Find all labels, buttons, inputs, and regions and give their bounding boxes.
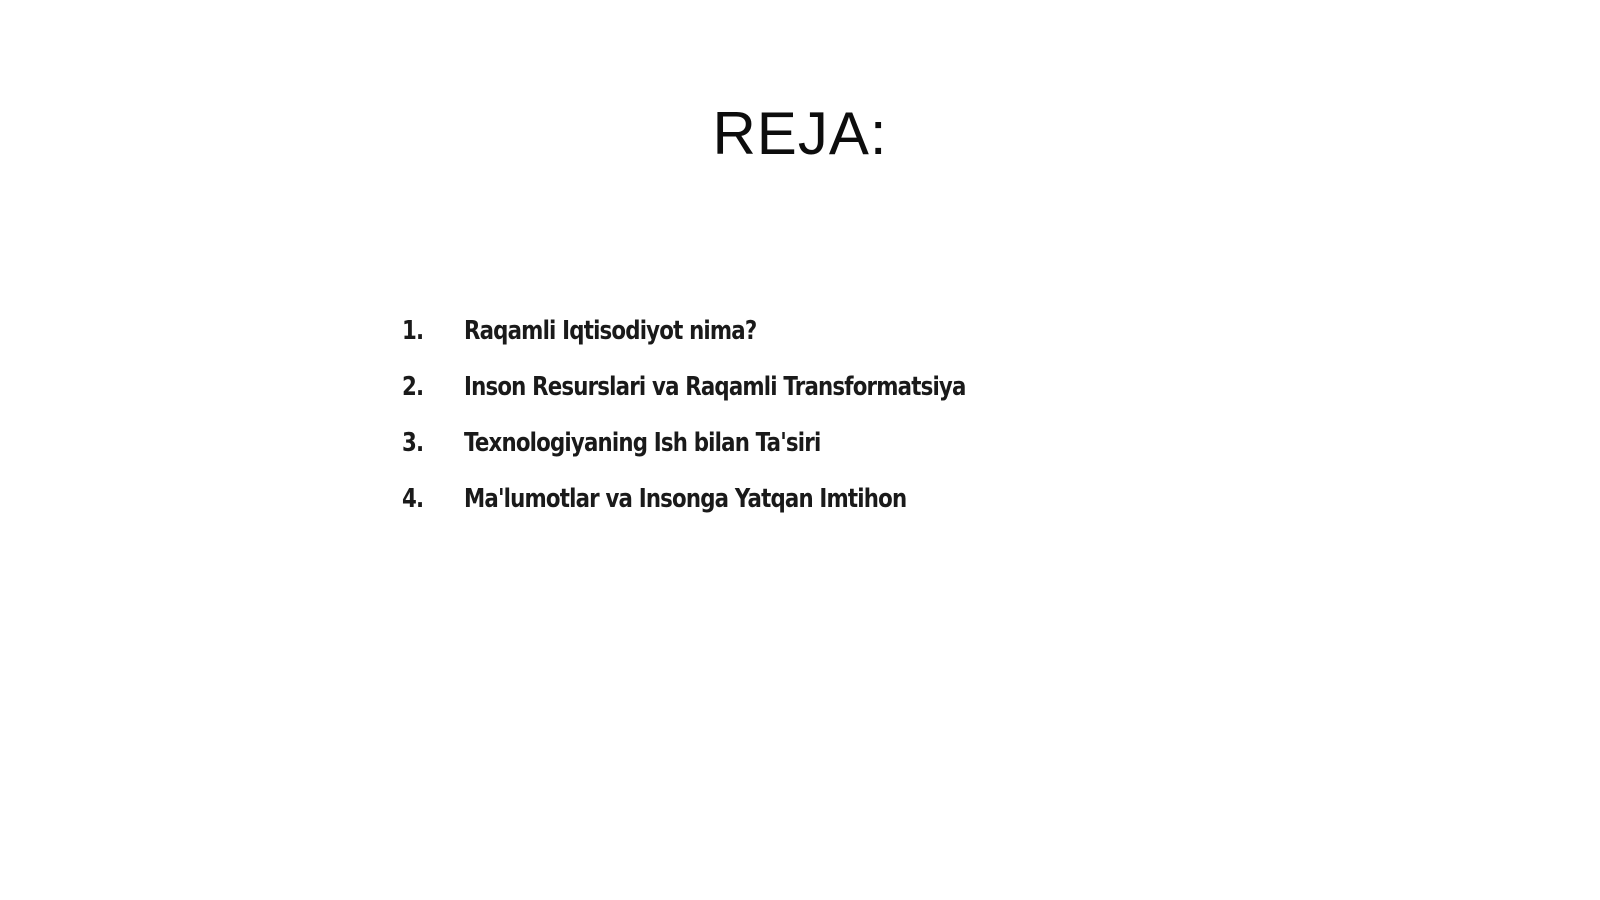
list-item <box>402 316 1076 372</box>
list-item-number: 3. <box>402 428 424 458</box>
list-item <box>402 428 1076 484</box>
list-item-text: Raqamli Iqtisodiyot nima? <box>464 316 757 346</box>
list-item <box>402 484 1076 540</box>
list-item-number: 2. <box>402 372 424 402</box>
list-item-number: 1. <box>402 316 424 346</box>
list-item-text: Ma'lumotlar va Insonga Yatqan Imtihon <box>464 484 907 514</box>
list-item <box>402 372 1076 428</box>
list-item-text: Texnologiyaning Ish bilan Ta'siri <box>464 428 821 458</box>
slide-title: REJA: <box>712 100 888 167</box>
list-item-number: 4. <box>402 484 424 514</box>
plan-list <box>402 316 1076 540</box>
list-item-text: Inson Resurslari va Raqamli Transformatsiya <box>464 372 966 402</box>
